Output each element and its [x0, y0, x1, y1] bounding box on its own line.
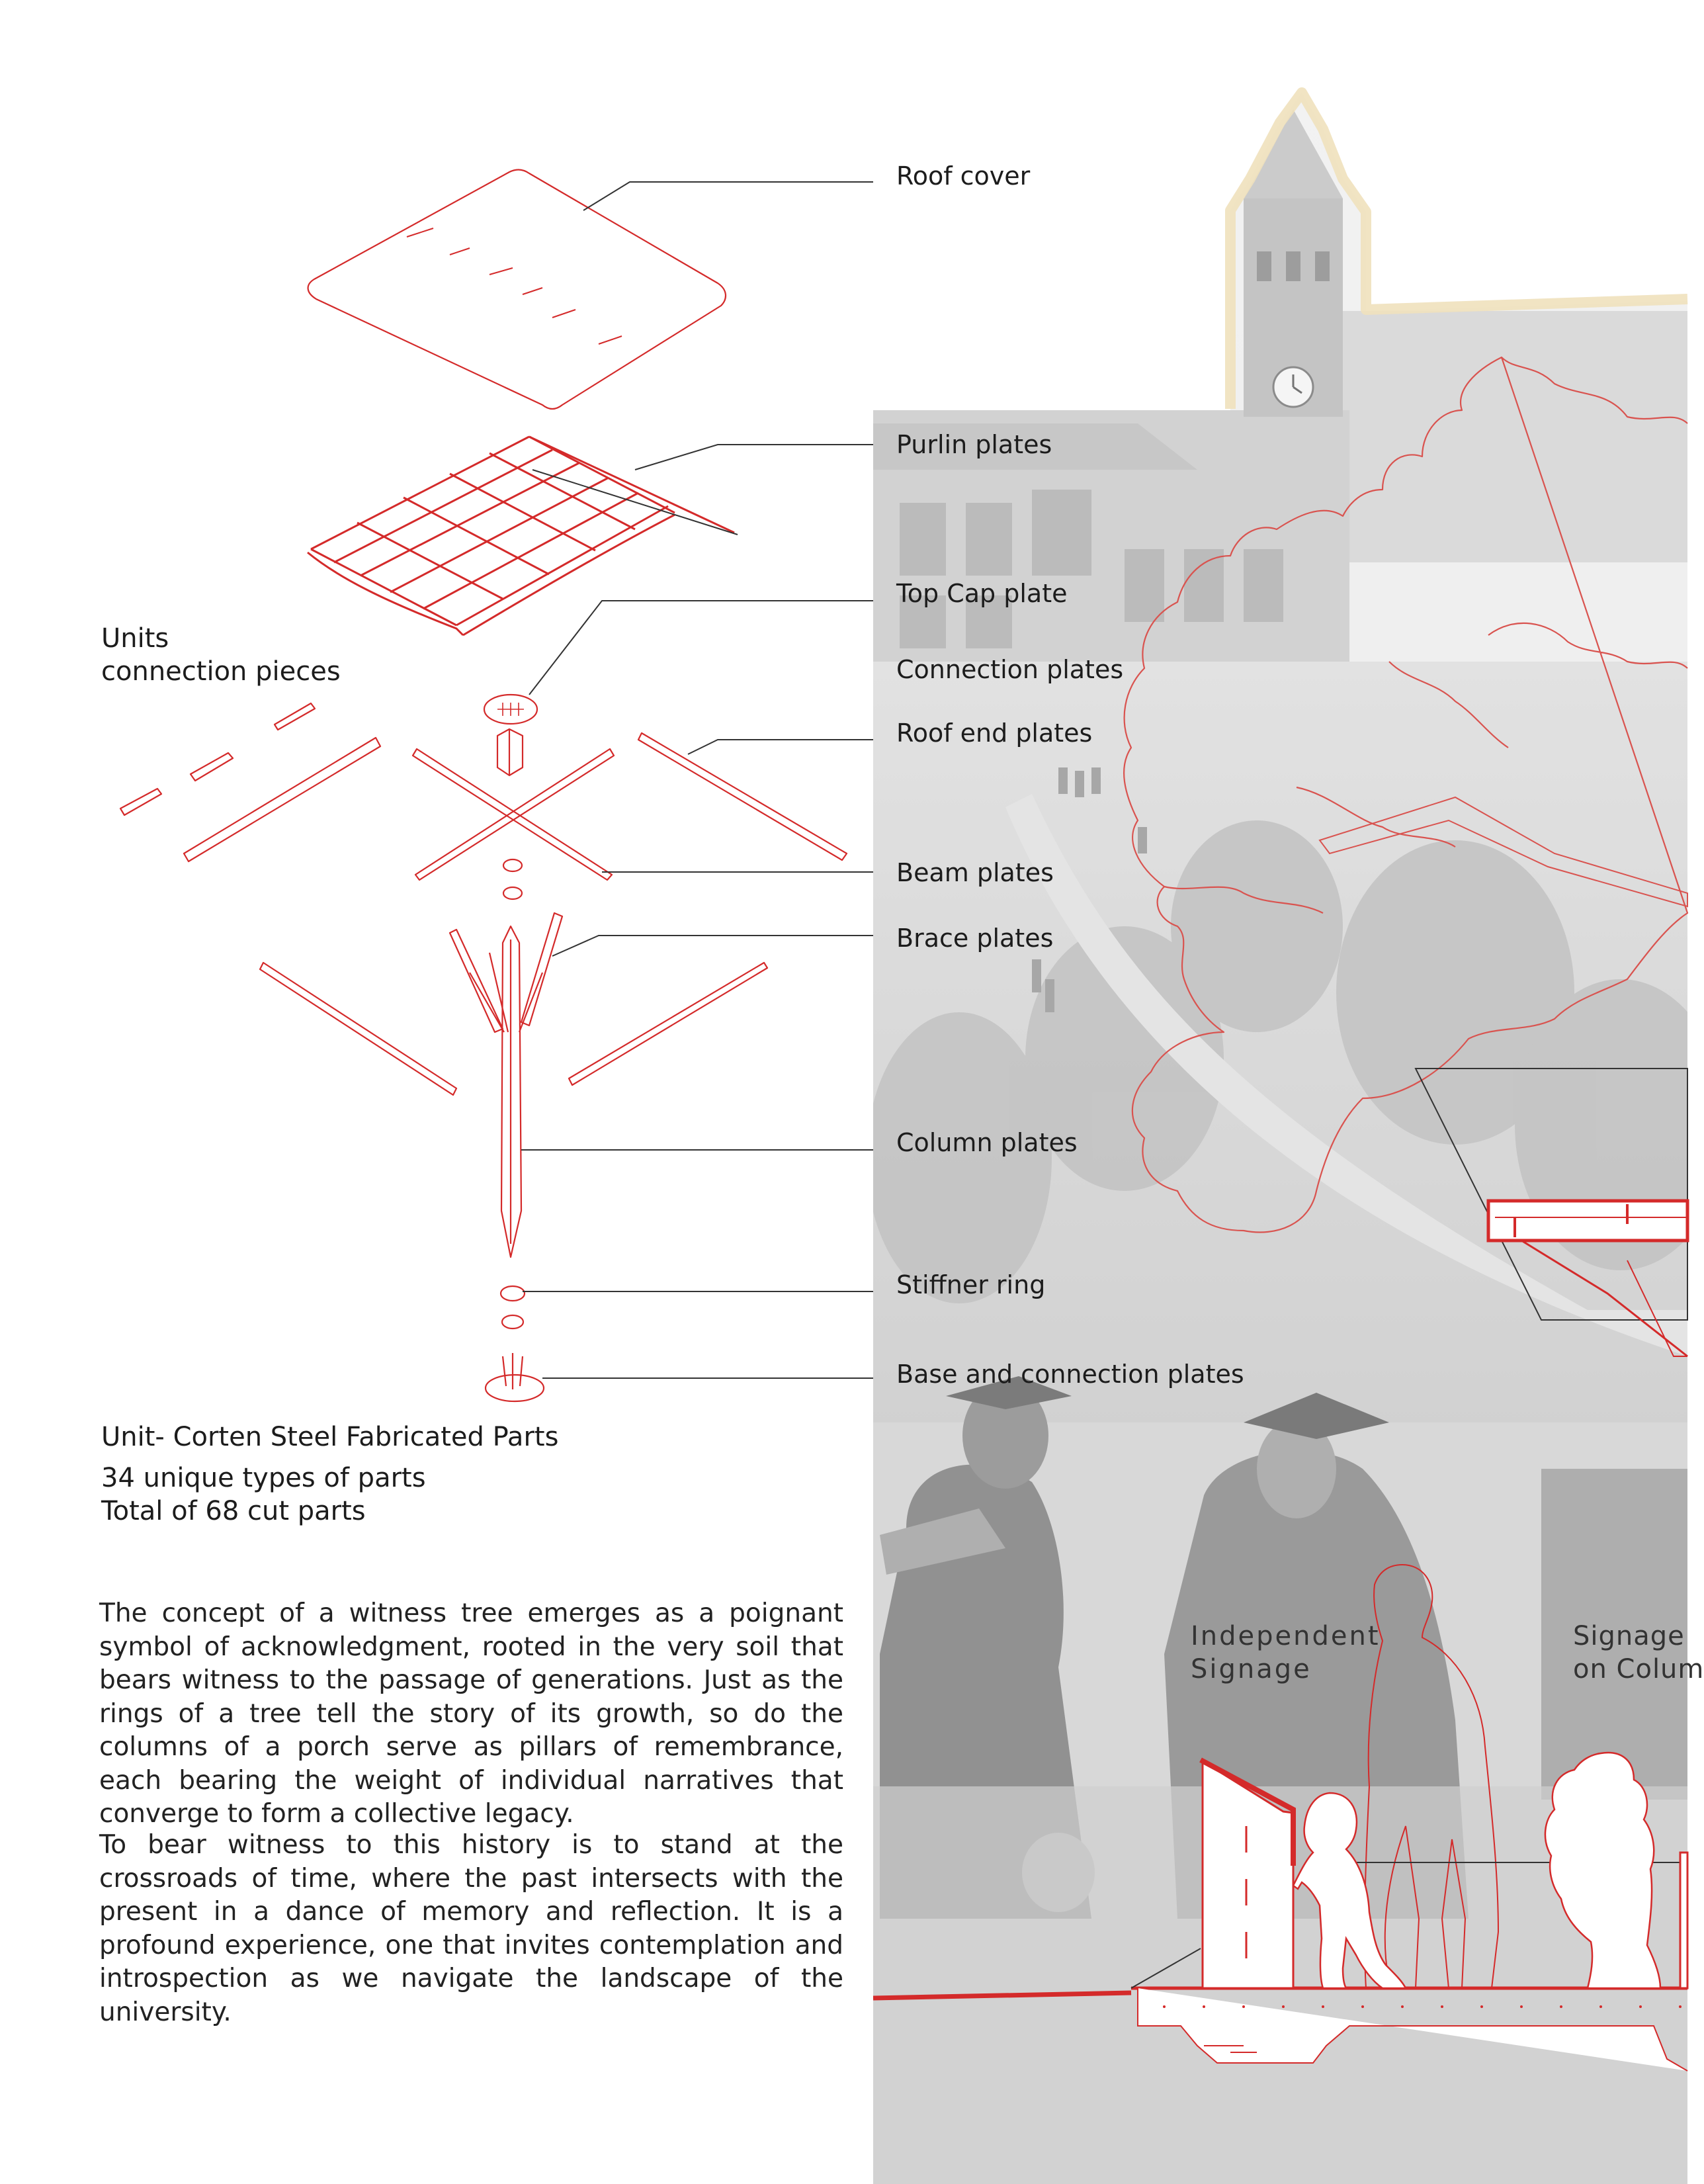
- label-roof-end-plates: Roof end plates: [896, 719, 1093, 748]
- unit-info-title: Unit- Corten Steel Fabricated Parts: [101, 1422, 559, 1452]
- label-top-cap-plate: Top Cap plate: [896, 579, 1068, 608]
- leader-lines: [521, 182, 873, 1378]
- roof-cover-drawing: [308, 169, 726, 409]
- independent-signage-label: [1191, 1620, 1381, 1686]
- purlin-plates-drawing: [308, 437, 734, 635]
- paragraph-bear-witness: To bear witness to this history is to stand at the crossroads of time, where the past intersects with the present in a dance of memory and reflection. It is a profound experience, one that invites contemplation and introspection as we navigate the landscape of the university.: [99, 1830, 843, 2027]
- units-connection-line1: Units: [101, 623, 169, 654]
- exploded-axonometric: [120, 169, 847, 1401]
- label-base-connection-plates: Base and connection plates: [896, 1360, 1244, 1389]
- label-brace-plates: Brace plates: [896, 924, 1054, 953]
- column-signage-label: [1573, 1620, 1704, 1686]
- column-signage-line1: Signage: [1573, 1621, 1685, 1651]
- label-column-plates: Column plates: [896, 1128, 1078, 1157]
- independent-signage-line1: Independent: [1191, 1621, 1381, 1651]
- independent-signage-line2: Signage: [1191, 1654, 1312, 1684]
- paragraph-witness-tree: The concept of a witness tree emerges as a poignant symbol of acknowledgment, rooted in the very soil that bears witness to the passage of generations. Just as the rings of a tree tell the story of its growth, so do the columns of a porch serve as pillars of remembrance, each bearing the weight of individual narratives that converge to form a collective legacy.: [99, 1598, 843, 1829]
- units-connection-line2: connection pieces: [101, 656, 341, 687]
- label-stiffner-ring: Stiffner ring: [896, 1270, 1046, 1299]
- label-roof-cover: Roof cover: [896, 161, 1031, 191]
- units-connection-label: [101, 622, 341, 688]
- unit-info-total-parts: Total of 68 cut parts: [101, 1496, 366, 1526]
- unit-info-unique-types: 34 unique types of parts: [101, 1463, 426, 1493]
- column-signage-line2: on Colum: [1573, 1654, 1704, 1684]
- unit-info: [101, 1420, 558, 1528]
- label-connection-plates: Connection plates: [896, 655, 1124, 684]
- label-beam-plates: Beam plates: [896, 858, 1054, 887]
- label-purlin-plates: Purlin plates: [896, 430, 1052, 459]
